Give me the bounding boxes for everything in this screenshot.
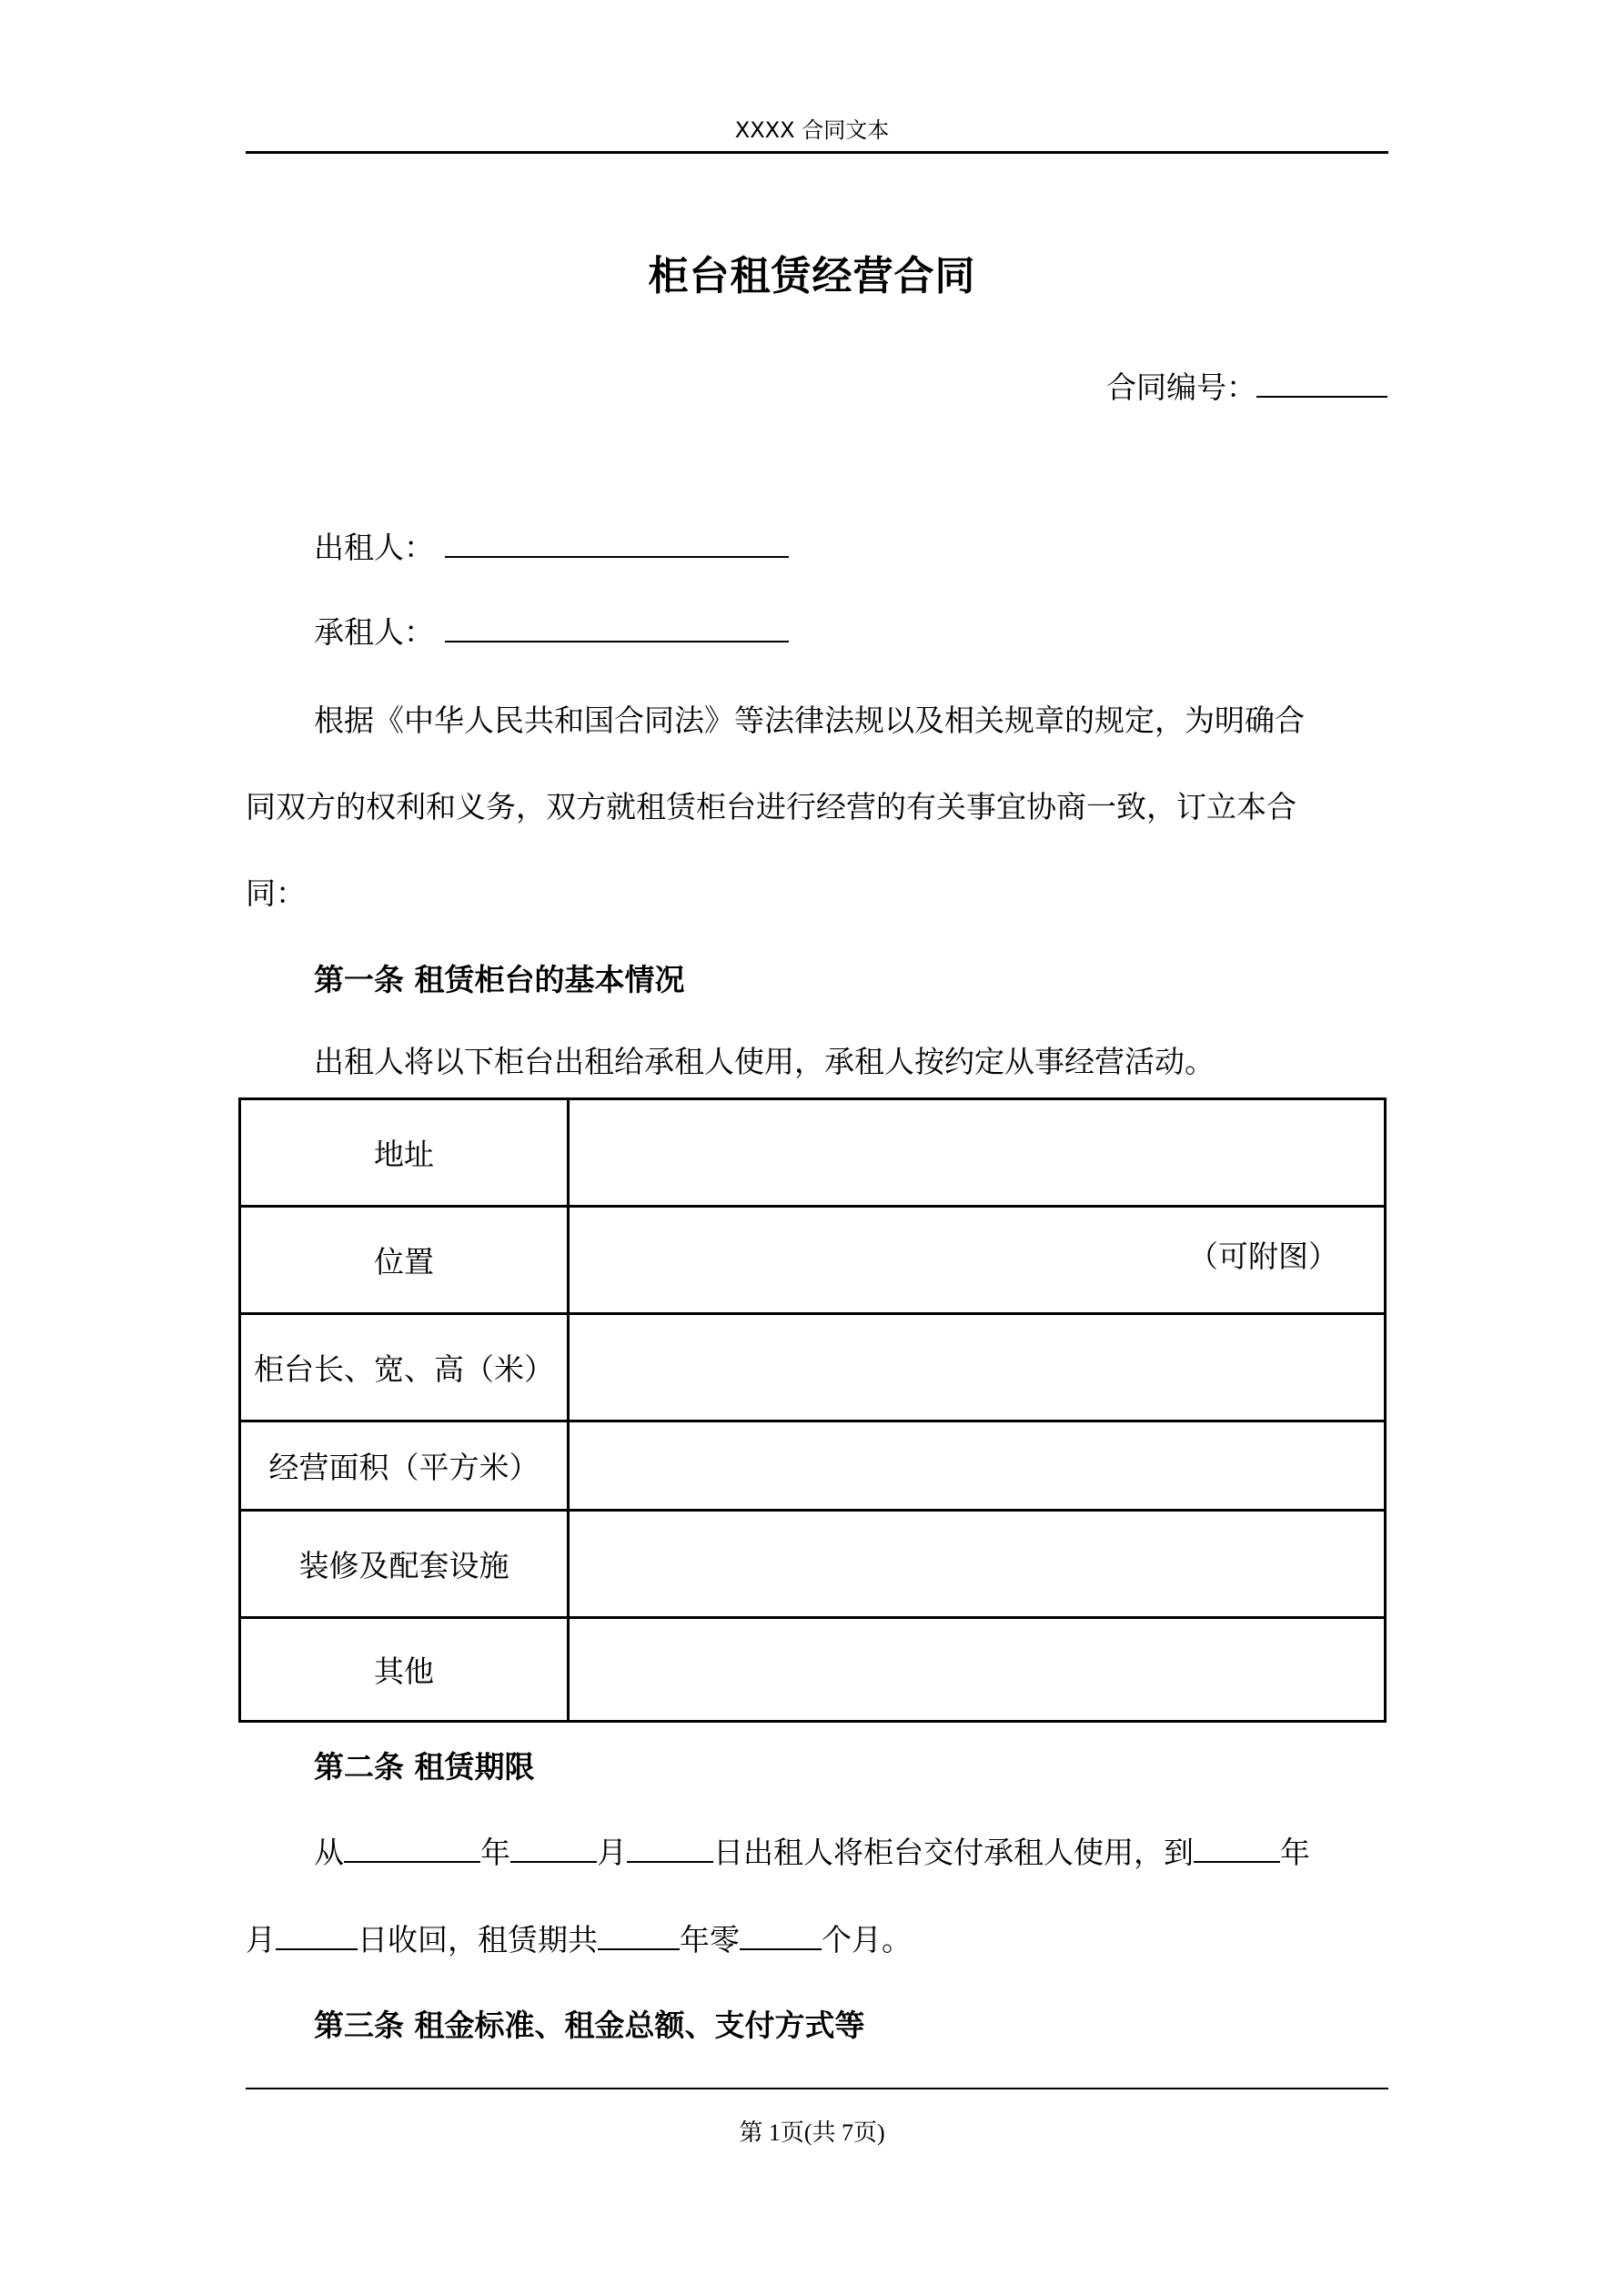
preamble-line-1: 根据《中华人民共和国合同法》等法律法规以及相关规章的规定，为明确合: [314, 703, 1305, 738]
preamble-line-3: 同：: [246, 875, 306, 911]
row-label: 装修及配套设施: [240, 1511, 569, 1618]
lessee-line: [314, 612, 789, 652]
article-3-heading: 第三条 租金标准、租金总额、支付方式等: [314, 2008, 865, 2043]
table-row: [240, 1314, 1386, 1421]
table-row: [240, 1207, 1386, 1314]
counter-info-table: [238, 1097, 1387, 1723]
table-row: [240, 1618, 1386, 1722]
row-label: 位置: [240, 1207, 569, 1314]
term-line-1: 从 年 月 日出租人将柜台交付承租人使用，到 年: [314, 1835, 1310, 1870]
row-label: 其他: [240, 1618, 569, 1722]
row-value-cell[interactable]: [569, 1314, 1386, 1421]
header-rule: [246, 151, 1388, 154]
row-value-cell[interactable]: [569, 1207, 1386, 1314]
footer-rule: [246, 2088, 1388, 2089]
lessee-label: 承租人：: [314, 614, 434, 650]
lessee-blank[interactable]: [445, 613, 789, 642]
contract-number-blank[interactable]: [1256, 369, 1387, 398]
table-row: [240, 1511, 1386, 1618]
row-label: 经营面积（平方米）: [240, 1421, 569, 1511]
row-label: 地址: [240, 1099, 569, 1207]
document-title: 柜台租赁经营合同: [648, 253, 976, 299]
end-month-blank[interactable]: [276, 1921, 358, 1950]
start-year-blank[interactable]: [344, 1834, 480, 1863]
table-row: [240, 1421, 1386, 1511]
row-label: 柜台长、宽、高（米）: [240, 1314, 569, 1421]
article-1-intro: 出租人将以下柜台出租给承租人使用，承租人按约定从事经营活动。: [314, 1044, 1215, 1079]
end-year-blank[interactable]: [1194, 1834, 1280, 1863]
term-years-blank[interactable]: [598, 1921, 680, 1950]
article-2-heading: 第二条 租赁期限: [314, 1749, 535, 1785]
term-months-blank[interactable]: [740, 1921, 822, 1950]
running-header: XXXX 合同文本: [734, 117, 890, 143]
row-value-cell[interactable]: [569, 1421, 1386, 1511]
row-value-cell[interactable]: [569, 1618, 1386, 1722]
preamble-line-2: 同双方的权利和义务，双方就租赁柜台进行经营的有关事宜协商一致，订立本合: [246, 789, 1296, 824]
row-value-cell[interactable]: [569, 1099, 1386, 1207]
attach-map-note: （可附图）: [1188, 1239, 1338, 1274]
row-value-cell[interactable]: [569, 1511, 1386, 1618]
lessor-label: 出租人：: [314, 530, 434, 565]
contract-number: [1106, 368, 1387, 408]
contract-number-label: 合同编号：: [1106, 369, 1256, 405]
table-row: [240, 1099, 1386, 1207]
term-line-2: 月 日收回，租赁期共 年零 个月。: [246, 1922, 912, 1957]
article-1-heading: 第一条 租赁柜台的基本情况: [314, 962, 685, 997]
page-number: 第 1页(共 7页): [739, 2119, 885, 2146]
lessor-line: [314, 528, 789, 568]
start-month-blank[interactable]: [510, 1834, 597, 1863]
lessor-blank[interactable]: [445, 529, 789, 558]
start-day-blank[interactable]: [627, 1834, 713, 1863]
